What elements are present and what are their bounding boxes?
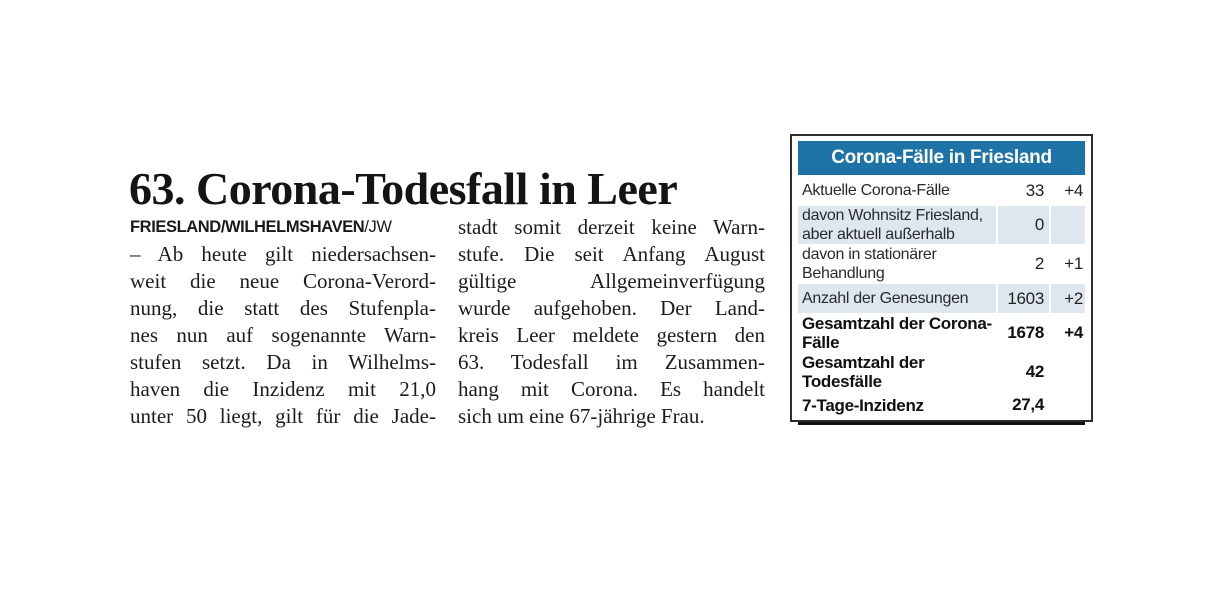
- infobox-rows: [798, 176, 1085, 418]
- body-text-line: haven die Inzidenz mit 21,0: [130, 377, 436, 401]
- infobox-title: Corona-Fälle in Friesland: [798, 141, 1085, 175]
- row-delta: [1051, 206, 1085, 244]
- infobox-row: [798, 284, 1085, 313]
- body-text-line: stufe. Die seit Anfang August: [458, 242, 765, 266]
- row-label-line1: Anzahl der Genesungen: [802, 290, 969, 307]
- row-value: 1678: [1007, 323, 1044, 342]
- body-text-line: gültige Allgemeinverfügung: [458, 269, 765, 293]
- body-text-line: unter 50 liegt, gilt für die Jade-: [130, 404, 436, 428]
- infobox-row: [798, 392, 1085, 418]
- row-value: 1603: [998, 284, 1049, 313]
- infobox-row: [798, 245, 1085, 283]
- row-label-line2: aber aktuell außerhalb: [802, 226, 955, 243]
- article-kicker: [130, 214, 436, 241]
- body-text-line: stufen setzt. Da in Wilhelms-: [130, 350, 436, 374]
- row-label: [798, 206, 996, 244]
- row-label: [798, 392, 996, 418]
- row-delta: +4: [1064, 323, 1083, 342]
- row-delta: [1051, 353, 1085, 391]
- article-headline: 63. Corona-Todesfall in Leer: [129, 162, 678, 214]
- row-label-line1: 7-Tage-Inzidenz: [802, 395, 924, 415]
- row-delta: [1051, 392, 1085, 418]
- row-value: 27,4: [1012, 395, 1044, 414]
- kicker-author: /JW: [364, 218, 392, 236]
- body-text-line: hang mit Corona. Es handelt: [458, 377, 765, 401]
- infobox-row: [798, 176, 1085, 205]
- infobox-bottom-rule: [798, 422, 1085, 425]
- row-label-line1: Gesamtzahl der Corona-Fälle: [802, 314, 992, 352]
- row-label-line1: Aktuelle Corona-Fälle: [802, 182, 950, 199]
- row-label: [798, 284, 996, 313]
- row-label-line1: Gesamtzahl der Todesfälle: [802, 353, 925, 391]
- article-column-right: [458, 214, 765, 430]
- row-label: [798, 176, 996, 205]
- body-text-line: stadt somit derzeit keine Warn-: [458, 215, 765, 239]
- kicker-location: FRIESLAND/WILHELMSHAVEN: [130, 218, 365, 236]
- infobox-row: [798, 353, 1085, 391]
- row-value: 0: [998, 206, 1049, 244]
- article-column-left: [130, 214, 436, 430]
- body-text-line: 63. Todesfall im Zusammen-: [458, 350, 765, 374]
- body-text-line: – Ab heute gilt niedersachsen-: [130, 242, 436, 266]
- body-text-line: weit die neue Corona-Verord-: [130, 269, 436, 293]
- row-label: [798, 353, 996, 391]
- row-label: [798, 245, 996, 283]
- body-text-line: kreis Leer meldete gestern den: [458, 323, 765, 347]
- body-text-line: nung, die statt des Stufenpla-: [130, 296, 436, 320]
- row-value: 42: [1025, 362, 1044, 381]
- body-text-line: wurde aufgehoben. Der Land-: [458, 296, 765, 320]
- infobox-row: [798, 206, 1085, 244]
- row-delta: +2: [1051, 284, 1085, 313]
- row-delta: +4: [1064, 180, 1083, 200]
- infobox-row: [798, 314, 1085, 352]
- row-label-line1: davon Wohnsitz Friesland,: [802, 207, 983, 224]
- body-text-left: [130, 241, 436, 430]
- body-text-right: [458, 214, 765, 430]
- row-value: 33: [1025, 180, 1044, 200]
- body-text-line: sich um eine 67-jährige Frau.: [458, 404, 705, 428]
- row-label: [798, 314, 996, 352]
- body-text-line: nes nun auf sogenannte Warn-: [130, 323, 436, 347]
- row-label-line1: davon in stationärer: [802, 246, 937, 263]
- row-value: 2: [1034, 254, 1044, 273]
- corona-stats-infobox: [790, 134, 1093, 422]
- row-delta: +1: [1064, 254, 1083, 273]
- row-label-line2: Behandlung: [802, 265, 885, 282]
